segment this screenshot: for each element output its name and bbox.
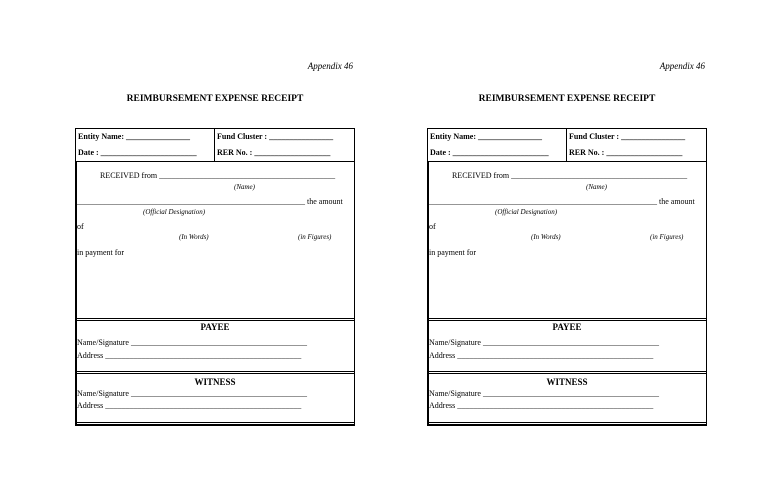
of-label: of (77, 222, 84, 231)
header-row-1 (76, 129, 354, 145)
date-field[interactable]: Date : ________________________ (78, 148, 197, 157)
header-row-2 (428, 145, 706, 161)
header-row-1 (428, 129, 706, 145)
appendix-label: Appendix 46 (307, 61, 353, 71)
in-words-hint: (In Words) (179, 233, 209, 241)
witness-name-signature-field[interactable]: Name/Signature ____________________________________________ (429, 389, 659, 398)
fund-cluster-field[interactable]: Fund Cluster : ________________ (217, 132, 334, 141)
receipt-form-right (427, 0, 707, 503)
in-words-hint: (In Words) (531, 233, 561, 241)
amount-field[interactable]: _________________________________________________________ the amount (429, 197, 695, 206)
rer-no-field[interactable]: RER No. : ___________________ (569, 148, 683, 157)
designation-hint: (Official Designation) (143, 208, 206, 216)
bottom-border (76, 422, 354, 425)
payee-address-field[interactable]: Address _________________________________________________ (429, 351, 654, 360)
payment-for-field[interactable]: in payment for (429, 248, 477, 257)
witness-title: WITNESS (546, 377, 588, 387)
received-from-field[interactable]: RECEIVED from ____________________________________________ (452, 171, 688, 180)
witness-title: WITNESS (194, 377, 236, 387)
payee-address-field[interactable]: Address _________________________________________________ (77, 351, 302, 360)
payee-divider (76, 318, 354, 321)
bottom-border (428, 422, 706, 425)
designation-hint: (Official Designation) (495, 208, 558, 216)
entity-name-field[interactable]: Entity Name: ________________ (430, 132, 542, 141)
payee-title: PAYEE (552, 322, 582, 332)
header-divider (214, 129, 215, 161)
received-from-field[interactable]: RECEIVED from ____________________________________________ (100, 171, 336, 180)
header-row-2 (76, 145, 354, 161)
appendix-label: Appendix 46 (659, 61, 705, 71)
payee-name-signature-field[interactable]: Name/Signature ____________________________________________ (77, 338, 307, 347)
in-figures-hint: (in Figures) (298, 233, 332, 241)
receipt-box (427, 128, 707, 426)
entity-name-field[interactable]: Entity Name: ________________ (78, 132, 190, 141)
of-label: of (429, 222, 436, 231)
payment-for-field[interactable]: in payment for (77, 248, 125, 257)
witness-divider (428, 371, 706, 374)
header-divider (566, 129, 567, 161)
witness-address-field[interactable]: Address _________________________________________________ (77, 401, 302, 410)
witness-divider (76, 371, 354, 374)
form-title: REIMBURSEMENT EXPENSE RECEIPT (478, 94, 656, 104)
receipt-form-left (75, 0, 355, 503)
fund-cluster-field[interactable]: Fund Cluster : ________________ (569, 132, 686, 141)
in-figures-hint: (in Figures) (650, 233, 684, 241)
payee-name-signature-field[interactable]: Name/Signature ____________________________________________ (429, 338, 659, 347)
witness-name-signature-field[interactable]: Name/Signature ____________________________________________ (77, 389, 307, 398)
name-hint: (Name) (586, 183, 607, 191)
witness-address-field[interactable]: Address _________________________________________________ (429, 401, 654, 410)
rer-no-field[interactable]: RER No. : ___________________ (217, 148, 331, 157)
date-field[interactable]: Date : ________________________ (430, 148, 549, 157)
form-title: REIMBURSEMENT EXPENSE RECEIPT (126, 94, 304, 104)
receipt-box (75, 128, 355, 426)
header-bottom-line (76, 161, 354, 162)
name-hint: (Name) (234, 183, 255, 191)
payee-divider (428, 318, 706, 321)
amount-field[interactable]: _________________________________________________________ the amount (77, 197, 343, 206)
header-bottom-line (428, 161, 706, 162)
payee-title: PAYEE (200, 322, 230, 332)
